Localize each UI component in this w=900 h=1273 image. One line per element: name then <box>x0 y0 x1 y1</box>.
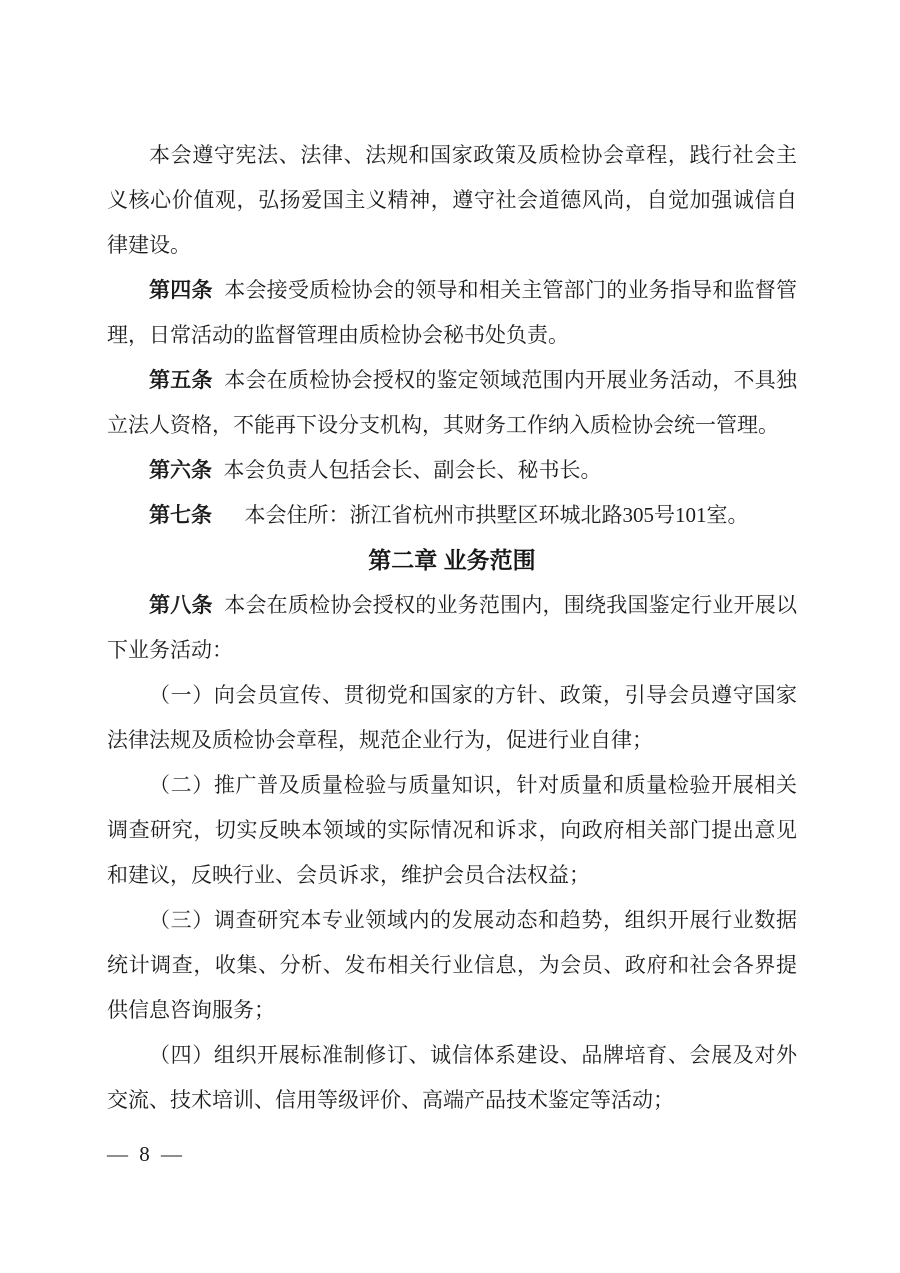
paragraph-values <box>107 133 797 268</box>
paragraph-text: 本会遵守宪法、法律、法规和国家政策及质检协会章程，践行社会主义核心价值观，弘扬爱国主义精神，遵守社会道德风尚，自觉加强诚信自律建设。 <box>107 143 797 257</box>
article-number: 第五条 <box>149 368 213 392</box>
paragraph-text: 本会在质检协会授权的鉴定领域范围内开展业务活动，不具独立法人资格，不能再下设分支机构，其财务工作纳入质检协会统一管理。 <box>107 368 798 437</box>
paragraph-text: （一）向会员宣传、贯彻党和国家的方针、政策，引导会员遵守国家法律法规及质检协会章程，规范企业行为，促进行业自律； <box>107 683 797 752</box>
paragraph-text: （三）调查研究本专业领域内的发展动态和趋势，组织开展行业数据统计调查，收集、分析、发布相关行业信息，为会员、政府和社会各界提供信息咨询服务； <box>107 908 797 1022</box>
paragraph-item-4 <box>107 1033 797 1123</box>
paragraph-item-2 <box>107 763 797 898</box>
paragraph-article-7 <box>107 493 797 538</box>
paragraph-text: 本会在质检协会授权的业务范围内，围绕我国鉴定行业开展以下业务活动： <box>107 593 798 662</box>
paragraph-article-8 <box>107 583 797 673</box>
article-number: 第八条 <box>149 593 213 617</box>
article-number: 第六条 <box>149 458 212 482</box>
paragraph-text: 本会负责人包括会长、副会长、秘书长。 <box>223 458 602 482</box>
article-number: 第七条 <box>149 503 212 527</box>
paragraph-text: （二）推广普及质量检验与质量知识，针对质量和质量检验开展相关调查研究，切实反映本领域的实际情况和诉求，向政府相关部门提出意见和建议，反映行业、会员诉求，维护会员合法权益； <box>107 773 797 887</box>
page-number: — 8 — <box>107 1142 185 1166</box>
paragraph-item-1 <box>107 673 797 763</box>
paragraph-text: （四）组织开展标准制修订、诚信体系建设、品牌培育、会展及对外交流、技术培训、信用等级评价、高端产品技术鉴定等活动； <box>107 1043 797 1112</box>
chapter-heading: 第二章 业务范围 <box>368 547 536 573</box>
paragraph-text: 本会接受质检协会的领导和相关主管部门的业务指导和监督管理，日常活动的监督管理由质检协会秘书处负责。 <box>107 278 798 347</box>
article-number: 第四条 <box>149 278 213 302</box>
paragraph-article-6 <box>107 448 797 493</box>
paragraph-item-3 <box>107 898 797 1033</box>
paragraph-article-5 <box>107 358 797 448</box>
document-body <box>107 133 797 1123</box>
paragraph-article-4 <box>107 268 797 358</box>
paragraph-text: 本会住所：浙江省杭州市拱墅区环城北路305号101室。 <box>223 503 749 527</box>
